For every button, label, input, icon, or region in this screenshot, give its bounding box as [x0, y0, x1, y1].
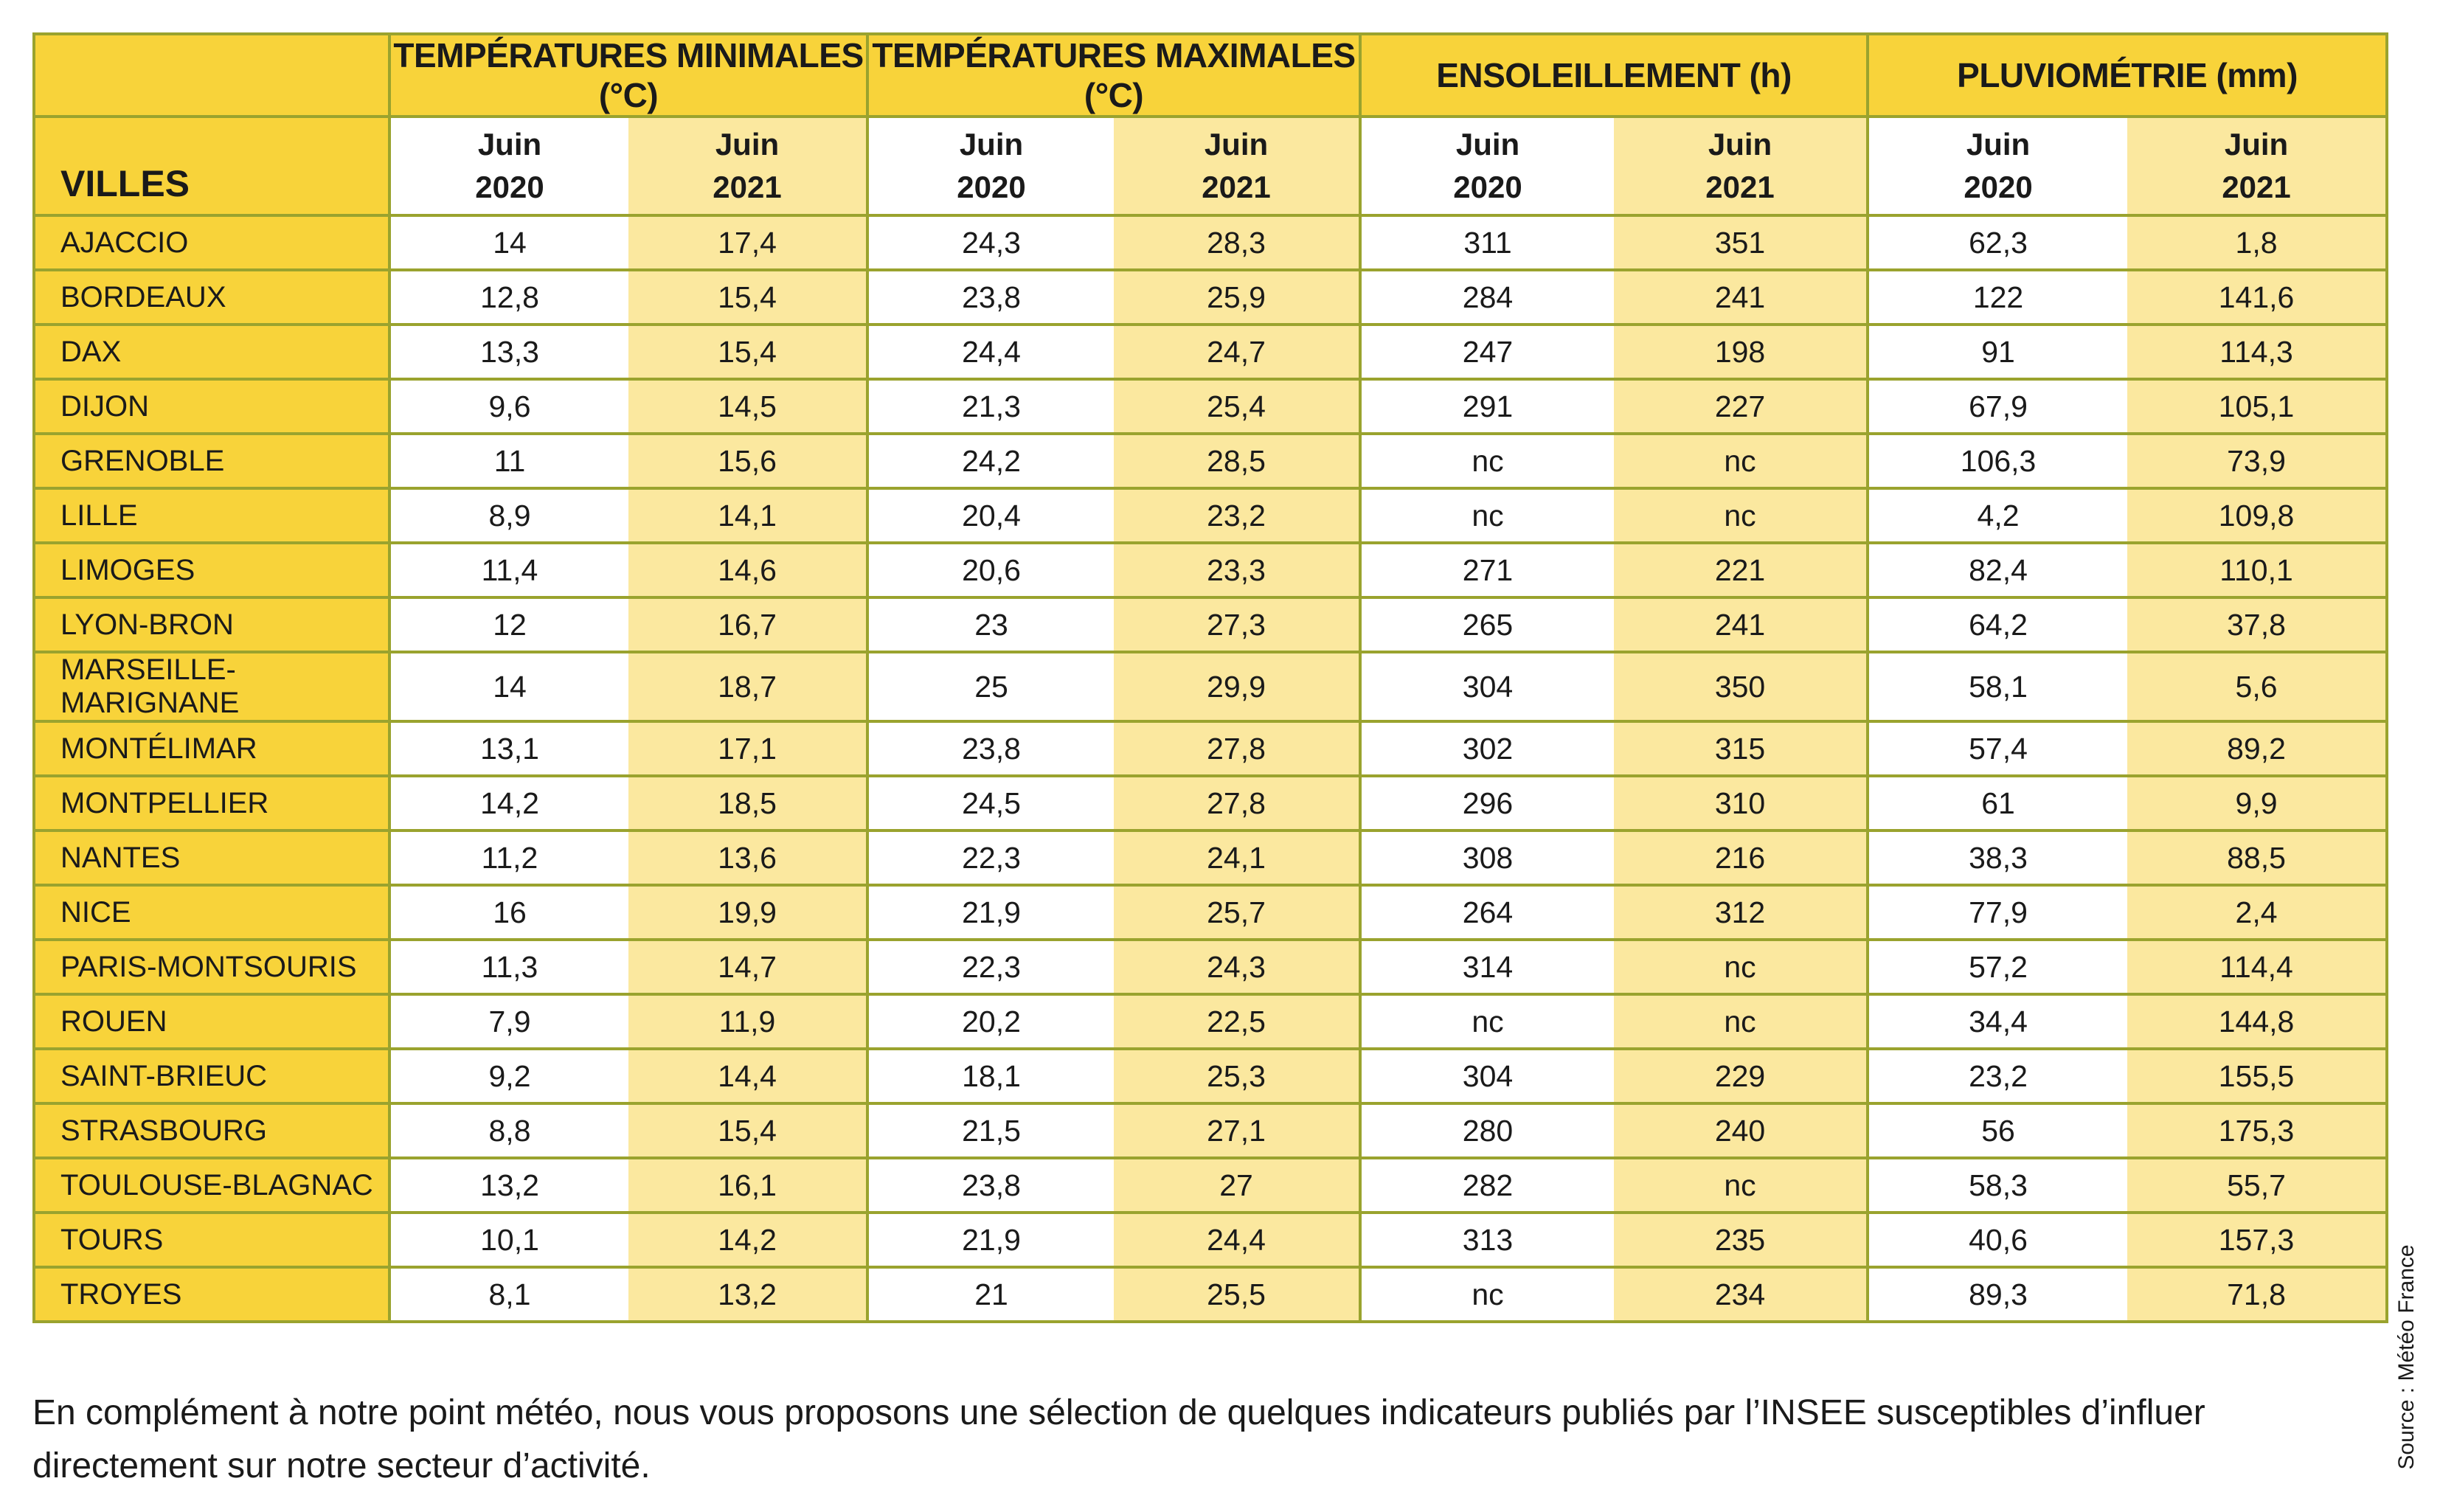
value-cell: 25,5 — [1114, 1267, 1360, 1322]
value-cell: 227 — [1614, 379, 1868, 434]
value-cell: 14,2 — [628, 1213, 867, 1267]
sub-header-year: 2021 — [1202, 170, 1271, 204]
value-cell: 57,2 — [1868, 940, 2127, 994]
value-cell: 25,3 — [1114, 1049, 1360, 1103]
value-cell: 18,5 — [628, 776, 867, 830]
value-cell: 10,1 — [389, 1213, 628, 1267]
value-cell: 58,3 — [1868, 1158, 2127, 1213]
value-cell: 17,1 — [628, 721, 867, 776]
value-cell: 40,6 — [1868, 1213, 2127, 1267]
weather-table-container — [32, 32, 2385, 1323]
value-cell: 105,1 — [2127, 379, 2387, 434]
corner-cell — [34, 34, 389, 117]
table-row — [34, 597, 2387, 652]
table-row — [34, 270, 2387, 325]
value-cell: 23,2 — [1114, 488, 1360, 543]
value-cell: nc — [1614, 994, 1868, 1049]
value-cell: 109,8 — [2127, 488, 2387, 543]
value-cell: 23,2 — [1868, 1049, 2127, 1103]
value-cell: 308 — [1360, 830, 1614, 885]
city-name: PARIS-MONTSOURIS — [34, 940, 389, 994]
value-cell: 350 — [1614, 652, 1868, 721]
table-row — [34, 885, 2387, 940]
value-cell: 291 — [1360, 379, 1614, 434]
value-cell: 302 — [1360, 721, 1614, 776]
value-cell: 91 — [1868, 325, 2127, 379]
sub-header-year: 2020 — [1453, 170, 1522, 204]
value-cell: 314 — [1360, 940, 1614, 994]
value-cell: 24,3 — [867, 215, 1114, 270]
sub-header-3-2021 — [1614, 117, 1868, 215]
sub-header-year: 2021 — [1705, 170, 1775, 204]
value-cell: 296 — [1360, 776, 1614, 830]
value-cell: 24,4 — [1114, 1213, 1360, 1267]
table-row — [34, 379, 2387, 434]
value-cell: 9,9 — [2127, 776, 2387, 830]
city-name: AJACCIO — [34, 215, 389, 270]
value-cell: 234 — [1614, 1267, 1868, 1322]
value-cell: 2,4 — [2127, 885, 2387, 940]
value-cell: 73,9 — [2127, 434, 2387, 488]
value-cell: 27,1 — [1114, 1103, 1360, 1158]
value-cell: 312 — [1614, 885, 1868, 940]
value-cell: 14,1 — [628, 488, 867, 543]
table-row — [34, 830, 2387, 885]
value-cell: 14 — [389, 652, 628, 721]
value-cell: 241 — [1614, 270, 1868, 325]
sub-header-month: Juin — [715, 127, 780, 162]
value-cell: 29,9 — [1114, 652, 1360, 721]
value-cell: 240 — [1614, 1103, 1868, 1158]
value-cell: 23 — [867, 597, 1114, 652]
table-row — [34, 1213, 2387, 1267]
table-row — [34, 652, 2387, 721]
group-header-min-temp: TEMPÉRATURES MINIMALES (°C) — [389, 34, 867, 117]
value-cell: 13,2 — [389, 1158, 628, 1213]
value-cell: 38,3 — [1868, 830, 2127, 885]
group-header-rainfall: PLUVIOMÉTRIE (mm) — [1868, 34, 2387, 117]
sub-header-month: Juin — [2224, 127, 2289, 162]
table-row — [34, 543, 2387, 597]
city-name: SAINT-BRIEUC — [34, 1049, 389, 1103]
value-cell: 12,8 — [389, 270, 628, 325]
value-cell: 157,3 — [2127, 1213, 2387, 1267]
value-cell: 11,3 — [389, 940, 628, 994]
value-cell: 106,3 — [1868, 434, 2127, 488]
city-name: MONTÉLIMAR — [34, 721, 389, 776]
value-cell: nc — [1614, 434, 1868, 488]
value-cell: nc — [1614, 488, 1868, 543]
value-cell: 21,5 — [867, 1103, 1114, 1158]
value-cell: 77,9 — [1868, 885, 2127, 940]
value-cell: 198 — [1614, 325, 1868, 379]
sub-header-month: Juin — [1204, 127, 1269, 162]
value-cell: 15,4 — [628, 325, 867, 379]
value-cell: 175,3 — [2127, 1103, 2387, 1158]
value-cell: 23,8 — [867, 270, 1114, 325]
table-row — [34, 994, 2387, 1049]
value-cell: 24,4 — [867, 325, 1114, 379]
value-cell: 14,4 — [628, 1049, 867, 1103]
city-name: LILLE — [34, 488, 389, 543]
value-cell: 27,3 — [1114, 597, 1360, 652]
value-cell: 67,9 — [1868, 379, 2127, 434]
value-cell: 17,4 — [628, 215, 867, 270]
value-cell: 57,4 — [1868, 721, 2127, 776]
value-cell: 235 — [1614, 1213, 1868, 1267]
value-cell: 88,5 — [2127, 830, 2387, 885]
value-cell: 89,2 — [2127, 721, 2387, 776]
value-cell: 110,1 — [2127, 543, 2387, 597]
sub-header-1-2021 — [628, 117, 867, 215]
city-name: NANTES — [34, 830, 389, 885]
weather-table — [32, 32, 2388, 1323]
value-cell: 21 — [867, 1267, 1114, 1322]
value-cell: 15,4 — [628, 270, 867, 325]
group-header-row — [34, 34, 2387, 117]
city-name: STRASBOURG — [34, 1103, 389, 1158]
value-cell: 13,2 — [628, 1267, 867, 1322]
caption-text: En complément à notre point météo, nous vous proposons une sélection de quelques indicateurs publiés par l’INSEE susceptibles d’influer directement sur notre secteur d’activité. — [32, 1393, 2205, 1485]
sub-header-year: 2020 — [1964, 170, 2033, 204]
value-cell: 8,9 — [389, 488, 628, 543]
city-name: NICE — [34, 885, 389, 940]
value-cell: 23,3 — [1114, 543, 1360, 597]
value-cell: 19,9 — [628, 885, 867, 940]
value-cell: 28,3 — [1114, 215, 1360, 270]
value-cell: 21,3 — [867, 379, 1114, 434]
city-name: DAX — [34, 325, 389, 379]
value-cell: 11,2 — [389, 830, 628, 885]
value-cell: 229 — [1614, 1049, 1868, 1103]
value-cell: 8,8 — [389, 1103, 628, 1158]
value-cell: 27 — [1114, 1158, 1360, 1213]
value-cell: nc — [1614, 940, 1868, 994]
city-name: TOULOUSE-BLAGNAC — [34, 1158, 389, 1213]
value-cell: 16,1 — [628, 1158, 867, 1213]
value-cell: 56 — [1868, 1103, 2127, 1158]
city-name: TROYES — [34, 1267, 389, 1322]
value-cell: 304 — [1360, 652, 1614, 721]
value-cell: nc — [1360, 488, 1614, 543]
value-cell: 280 — [1360, 1103, 1614, 1158]
value-cell: 58,1 — [1868, 652, 2127, 721]
table-body — [34, 215, 2387, 1322]
value-cell: 34,4 — [1868, 994, 2127, 1049]
value-cell: 18,1 — [867, 1049, 1114, 1103]
value-cell: 55,7 — [2127, 1158, 2387, 1213]
table-row — [34, 215, 2387, 270]
value-cell: 264 — [1360, 885, 1614, 940]
value-cell: 21,9 — [867, 885, 1114, 940]
group-header-sunshine: ENSOLEILLEMENT (h) — [1360, 34, 1868, 117]
value-cell: 37,8 — [2127, 597, 2387, 652]
value-cell: 25,9 — [1114, 270, 1360, 325]
value-cell: 144,8 — [2127, 994, 2387, 1049]
sub-header-1-2020 — [389, 117, 628, 215]
value-cell: 14 — [389, 215, 628, 270]
sub-header-month: Juin — [1455, 127, 1520, 162]
value-cell: 20,4 — [867, 488, 1114, 543]
value-cell: 155,5 — [2127, 1049, 2387, 1103]
value-cell: 16,7 — [628, 597, 867, 652]
villes-header: VILLES — [34, 117, 389, 215]
value-cell: 25,4 — [1114, 379, 1360, 434]
value-cell: 247 — [1360, 325, 1614, 379]
table-row — [34, 1103, 2387, 1158]
city-name: MARSEILLE-MARIGNANE — [34, 652, 389, 721]
value-cell: 71,8 — [2127, 1267, 2387, 1322]
value-cell: 216 — [1614, 830, 1868, 885]
value-cell: 141,6 — [2127, 270, 2387, 325]
sub-header-4-2020 — [1868, 117, 2127, 215]
sub-header-month: Juin — [477, 127, 542, 162]
value-cell: 62,3 — [1868, 215, 2127, 270]
value-cell: 22,3 — [867, 940, 1114, 994]
value-cell: 14,5 — [628, 379, 867, 434]
table-row — [34, 1049, 2387, 1103]
value-cell: 22,3 — [867, 830, 1114, 885]
table-row — [34, 1267, 2387, 1322]
value-cell: 13,3 — [389, 325, 628, 379]
value-cell: 15,6 — [628, 434, 867, 488]
city-name: ROUEN — [34, 994, 389, 1049]
sub-header-2-2020 — [867, 117, 1114, 215]
table-row — [34, 721, 2387, 776]
value-cell: 11,4 — [389, 543, 628, 597]
value-cell: 24,2 — [867, 434, 1114, 488]
value-cell: 282 — [1360, 1158, 1614, 1213]
value-cell: 7,9 — [389, 994, 628, 1049]
value-cell: 18,7 — [628, 652, 867, 721]
sub-header-month: Juin — [1966, 127, 2031, 162]
value-cell: 24,3 — [1114, 940, 1360, 994]
value-cell: 304 — [1360, 1049, 1614, 1103]
table-row — [34, 776, 2387, 830]
value-cell: nc — [1360, 434, 1614, 488]
value-cell: 1,8 — [2127, 215, 2387, 270]
value-cell: 20,6 — [867, 543, 1114, 597]
value-cell: 241 — [1614, 597, 1868, 652]
table-row — [34, 434, 2387, 488]
group-header-max-temp: TEMPÉRATURES MAXIMALES (°C) — [867, 34, 1360, 117]
value-cell: 351 — [1614, 215, 1868, 270]
sub-header-year: 2021 — [713, 170, 782, 204]
value-cell: 311 — [1360, 215, 1614, 270]
table-row — [34, 488, 2387, 543]
value-cell: 27,8 — [1114, 776, 1360, 830]
value-cell: 5,6 — [2127, 652, 2387, 721]
city-name: BORDEAUX — [34, 270, 389, 325]
value-cell: 24,7 — [1114, 325, 1360, 379]
value-cell: 15,4 — [628, 1103, 867, 1158]
value-cell: 23,8 — [867, 1158, 1114, 1213]
value-cell: 9,2 — [389, 1049, 628, 1103]
value-cell: 284 — [1360, 270, 1614, 325]
value-cell: 25,7 — [1114, 885, 1360, 940]
value-cell: 27,8 — [1114, 721, 1360, 776]
table-row — [34, 325, 2387, 379]
value-cell: 114,3 — [2127, 325, 2387, 379]
value-cell: 4,2 — [1868, 488, 2127, 543]
value-cell: 14,2 — [389, 776, 628, 830]
value-cell: 265 — [1360, 597, 1614, 652]
value-cell: 11,9 — [628, 994, 867, 1049]
value-cell: 13,1 — [389, 721, 628, 776]
value-cell: 122 — [1868, 270, 2127, 325]
sub-header-4-2021 — [2127, 117, 2387, 215]
sub-header-2-2021 — [1114, 117, 1360, 215]
value-cell: 310 — [1614, 776, 1868, 830]
value-cell: nc — [1360, 994, 1614, 1049]
value-cell: 22,5 — [1114, 994, 1360, 1049]
value-cell: 13,6 — [628, 830, 867, 885]
value-cell: 221 — [1614, 543, 1868, 597]
value-cell: 24,1 — [1114, 830, 1360, 885]
sub-header-year: 2020 — [475, 170, 544, 204]
value-cell: 114,4 — [2127, 940, 2387, 994]
value-cell: 8,1 — [389, 1267, 628, 1322]
sub-header-row — [34, 117, 2387, 215]
value-cell: 20,2 — [867, 994, 1114, 1049]
table-row — [34, 1158, 2387, 1213]
city-name: TOURS — [34, 1213, 389, 1267]
city-name: MONTPELLIER — [34, 776, 389, 830]
sub-header-year: 2021 — [2222, 170, 2291, 204]
value-cell: 11 — [389, 434, 628, 488]
sub-header-month: Juin — [1708, 127, 1772, 162]
city-name: LIMOGES — [34, 543, 389, 597]
city-name: LYON-BRON — [34, 597, 389, 652]
value-cell: 61 — [1868, 776, 2127, 830]
value-cell: 313 — [1360, 1213, 1614, 1267]
value-cell: 315 — [1614, 721, 1868, 776]
value-cell: 16 — [389, 885, 628, 940]
value-cell: 25 — [867, 652, 1114, 721]
table-row — [34, 940, 2387, 994]
value-cell: 271 — [1360, 543, 1614, 597]
sub-header-3-2020 — [1360, 117, 1614, 215]
city-name: GRENOBLE — [34, 434, 389, 488]
city-name: DIJON — [34, 379, 389, 434]
value-cell: 89,3 — [1868, 1267, 2127, 1322]
value-cell: 14,7 — [628, 940, 867, 994]
value-cell: nc — [1614, 1158, 1868, 1213]
value-cell: nc — [1360, 1267, 1614, 1322]
value-cell: 12 — [389, 597, 628, 652]
value-cell: 28,5 — [1114, 434, 1360, 488]
value-cell: 21,9 — [867, 1213, 1114, 1267]
value-cell: 82,4 — [1868, 543, 2127, 597]
sub-header-year: 2020 — [957, 170, 1026, 204]
value-cell: 9,6 — [389, 379, 628, 434]
source-note: Source : Météo France — [2394, 1244, 2419, 1470]
value-cell: 64,2 — [1868, 597, 2127, 652]
value-cell: 23,8 — [867, 721, 1114, 776]
value-cell: 14,6 — [628, 543, 867, 597]
sub-header-month: Juin — [959, 127, 1024, 162]
value-cell: 24,5 — [867, 776, 1114, 830]
